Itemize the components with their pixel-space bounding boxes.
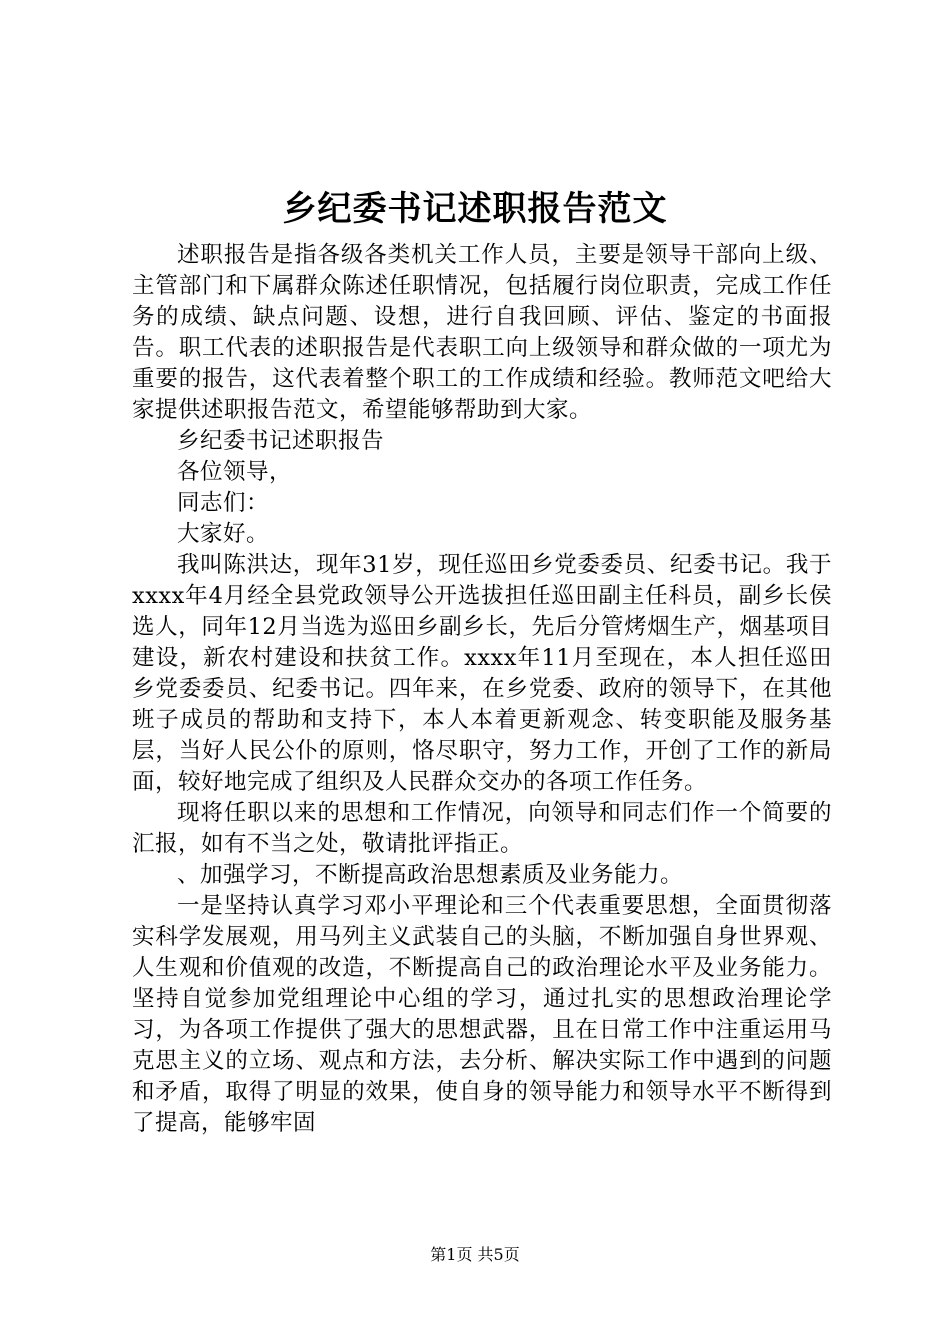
study-paragraph: 一是坚持认真学习邓小平理论和三个代表重要思想，全面贯彻落实科学发展观，用马列主义武装自己的头脑，不断加强自身世界观、人生观和价值观的改造，不断提高自己的政治理论水平及业务能力。坚持自觉参加党组理论中心组的学习，通过扎实的思想政治理论学习，为各项工作提供了强大的思想武器，且在日常工作中注重运用马克思主义的立场、观点和方法，去分析、解决实际工作中遇到的问题和矛盾，取得了明显的效果，使自身的领导能力和领导水平不断得到了提高，能够牢固 — [132, 893, 832, 1136]
greeting: 大家好。 — [177, 521, 270, 547]
page-number-footer: 第1页 共5页 — [430, 1245, 520, 1264]
self-introduction-paragraph: 我叫陈洪达，现年31岁，现任巡田乡党委委员、纪委书记。我于xxxx年4月经全县党政领导公开选拔担任巡田副主任科员，副乡长侯选人，同年12月当选为巡田乡副乡长，先后分管烤烟生产，烟基项目建设，新农村建设和扶贫工作。xxxx年11月至现在，本人担任巡田乡党委委员、纪委书记。四年来，在乡党委、政府的领导下，在其他班子成员的帮助和支持下，本人本着更新观念、转变职能及服务基层，当好人民公仆的原则，恪尽职守，努力工作，开创了工作的新局面，较好地完成了组织及人民群众交办的各项工作任务。 — [132, 552, 832, 795]
intro-paragraph: 述职报告是指各级各类机关工作人员，主要是领导干部向上级、主管部门和下属群众陈述任职情况，包括履行岗位职责，完成工作任务的成绩、缺点问题、设想，进行自我回顾、评估、鉴定的书面报告。职工代表的述职报告是代表职工向上级领导和群众做的一项尤为重要的报告，这代表着整个职工的工作成绩和经验。教师范文吧给大家提供述职报告范文，希望能够帮助到大家。 — [132, 242, 832, 423]
salutation-comrades: 同志们： — [177, 490, 270, 516]
salutation-leaders: 各位领导， — [177, 459, 293, 485]
section-heading: 、加强学习，不断提高政治思想素质及业务能力。 — [177, 862, 684, 888]
report-heading: 乡纪委书记述职报告 — [177, 428, 385, 454]
document-title: 乡纪委书记述职报告范文 — [282, 189, 668, 229]
report-preface-paragraph: 现将任职以来的思想和工作情况，向领导和同志们作一个简要的汇报，如有不当之处，敬请批评指正。 — [132, 800, 832, 857]
document-body — [132, 240, 832, 1139]
